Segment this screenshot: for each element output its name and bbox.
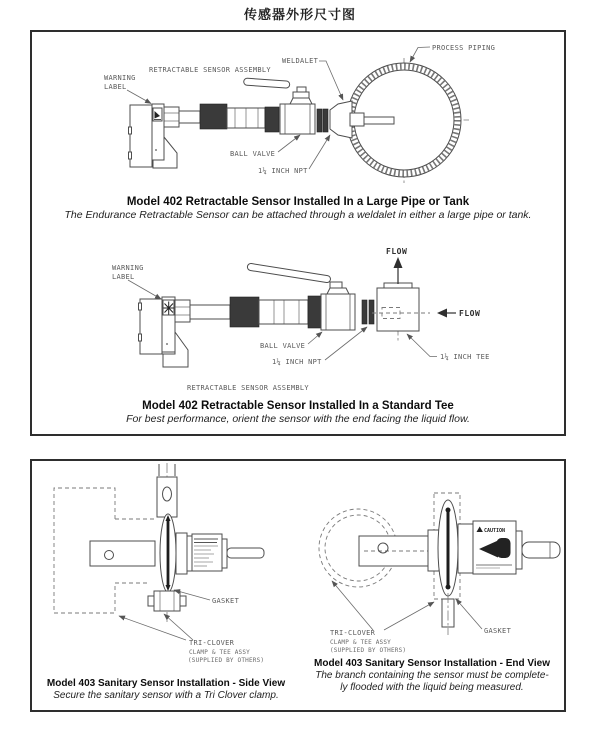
process-piping-label: PROCESS PIPING (432, 44, 496, 52)
caption-subtitle: Secure the sanitary sensor with a Tri Clover clamp. (53, 690, 279, 701)
caption-402-pipe (32, 195, 564, 222)
caption-subtitle: The Endurance Retractable Sensor can be attached through a weldalet in either a large pipe or tank. (64, 209, 532, 221)
caption-subtitle-line1: The branch containing the sensor must be complete- (315, 670, 549, 681)
diagram-403-end (319, 493, 560, 654)
assembly-label: RETRACTABLE SENSOR ASSEMBLY (149, 66, 271, 74)
sensor-body (458, 521, 560, 574)
figure-402-box (30, 30, 566, 436)
clamp-drawing (148, 591, 186, 624)
tee-label: 1¼ INCH TEE (440, 353, 490, 361)
page-title: 传感器外形尺寸图 (243, 7, 356, 22)
caption-title: Model 402 Retractable Sensor Installed In a Standard Tee (142, 400, 454, 412)
caption-title: Model 403 Sanitary Sensor Installation - Side View (46, 678, 286, 689)
supplied-label: (SUPPLIED BY OTHERS) (330, 647, 407, 654)
supplied-label: (SUPPLIED BY OTHERS) (188, 657, 265, 664)
caution-label: CAUTION (484, 528, 506, 534)
caption-title: Model 403 Sanitary Sensor Installation - End View (314, 658, 550, 669)
cable-shaft (522, 542, 560, 558)
retractable-sensor-assembly-drawing (139, 263, 375, 367)
warning-label-text-2: LABEL (112, 273, 135, 281)
diagram-402-tee (112, 247, 490, 392)
flow-top-label: FLOW (386, 247, 408, 256)
lower-branch (442, 593, 454, 635)
sensor-body (176, 533, 264, 574)
cable-shaft (227, 548, 264, 558)
tri-clover-label: TRI-CLOVER (189, 639, 235, 647)
tri-clover-label: TRI-CLOVER (330, 629, 376, 637)
figure-402-drawing (32, 32, 564, 434)
model-label-plate (192, 534, 222, 571)
assembly-label: RETRACTABLE SENSOR ASSEMBLY (187, 384, 309, 392)
knurled-grip (200, 104, 227, 129)
warning-label-text-1: WARNING (104, 74, 136, 82)
caption-subtitle: For best performance, orient the sensor with the end facing the liquid flow. (126, 413, 470, 425)
clamp-assy-label: CLAMP & TEE ASSY (330, 639, 391, 646)
clamp-assy-label: CLAMP & TEE ASSY (189, 649, 250, 656)
weldalet-label: WELDALET (282, 57, 319, 65)
leader-lines (332, 581, 482, 630)
valve-handle (247, 263, 331, 283)
tee-fitting-drawing (372, 273, 430, 342)
flow-arrow-up (394, 257, 403, 284)
sensor-tip (350, 113, 364, 126)
pipe-arm (90, 541, 155, 566)
caption-title: Model 402 Retractable Sensor Installed In a Large Pipe or Tank (126, 196, 470, 208)
flow-arrow-side (437, 309, 456, 318)
ball-valve-label: BALL VALVE (230, 150, 276, 158)
diagram-402-pipe (104, 44, 495, 183)
caption-403-side (32, 677, 300, 702)
diagram-403-side (54, 463, 264, 664)
weldalet-fitting (330, 101, 352, 138)
knurled-grip (230, 297, 259, 327)
gasket-label: GASKET (212, 597, 240, 605)
branch-pipe (157, 463, 177, 517)
valve-handle (244, 78, 290, 88)
warning-label-text-1: WARNING (112, 264, 144, 272)
caption-403-end (300, 657, 564, 693)
ball-valve-label: BALL VALVE (260, 342, 306, 350)
warning-label-text-2: LABEL (104, 83, 127, 91)
figure-403-box (30, 459, 566, 712)
npt-label: 1¼ INCH NPT (272, 358, 322, 366)
caption-subtitle-line2: ly flooded with the liquid being measured. (340, 681, 524, 693)
caption-402-tee (32, 399, 564, 426)
npt-label: 1¼ INCH NPT (258, 167, 308, 175)
flow-side-label: FLOW (459, 309, 481, 318)
gasket-label: GASKET (484, 627, 512, 635)
